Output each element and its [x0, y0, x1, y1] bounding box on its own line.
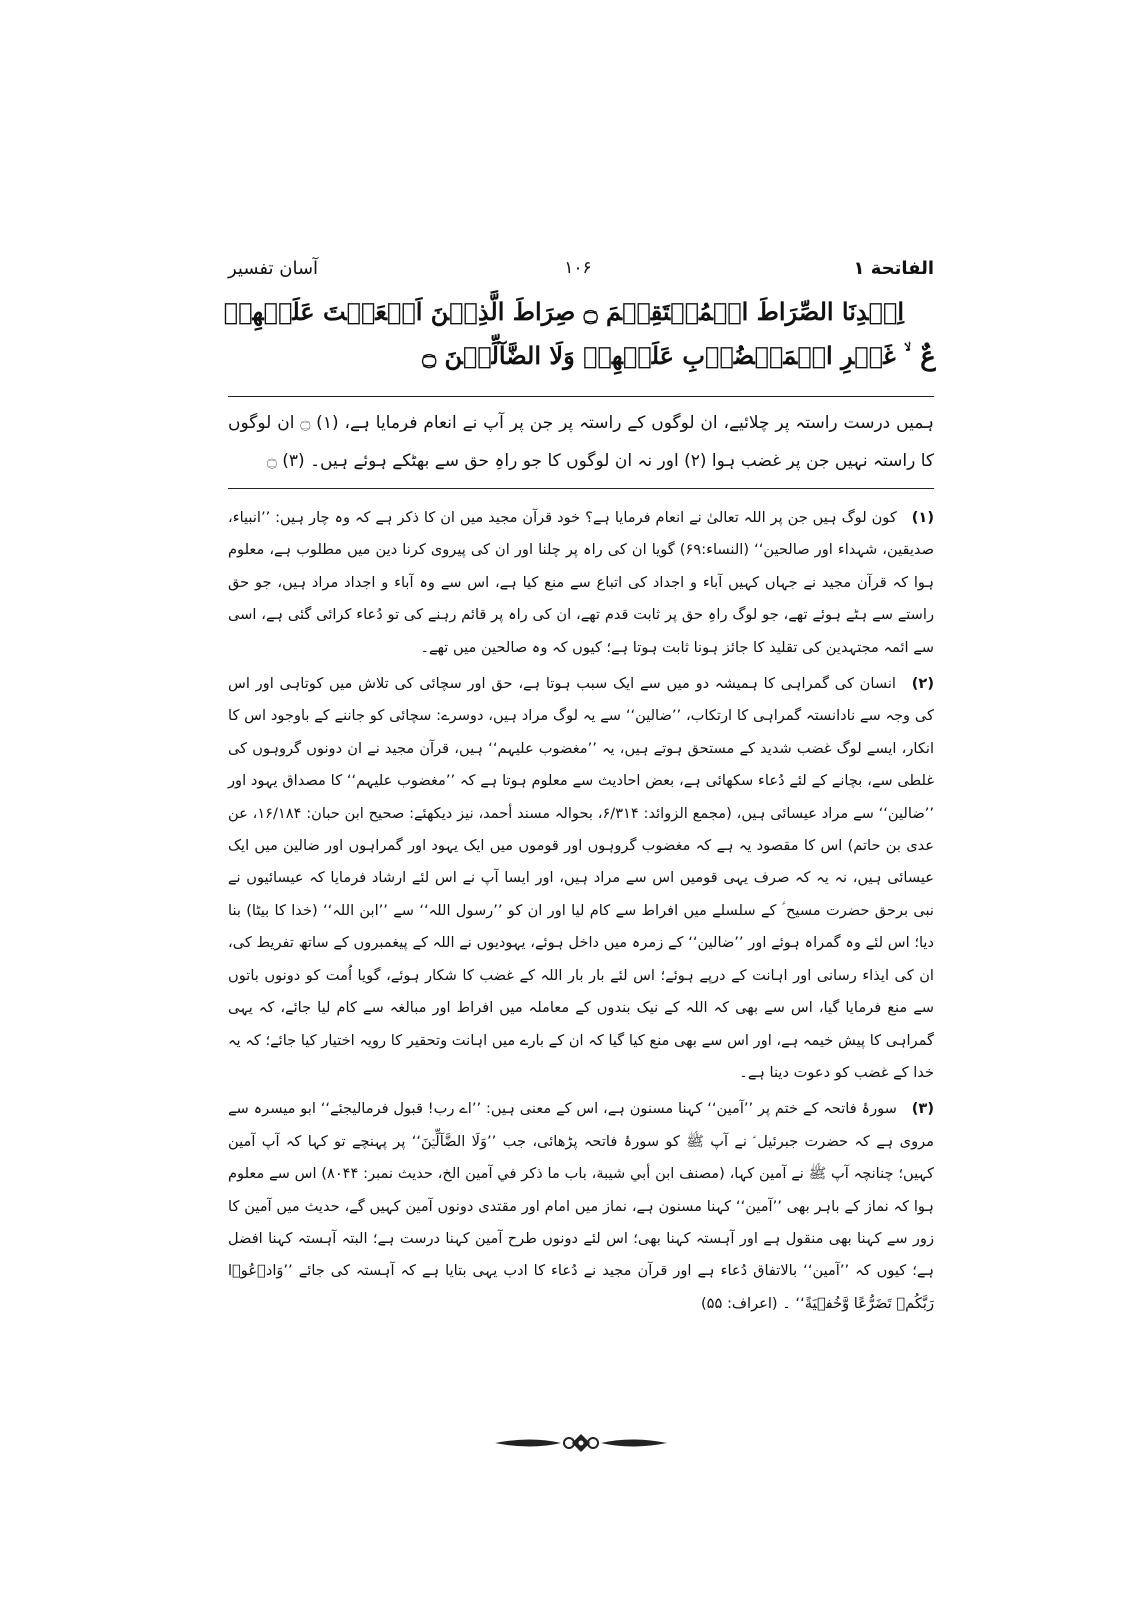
commentary-notes: [228, 502, 934, 1324]
note-text: سورۂ فاتحہ کے ختم پر ’’آمین‘‘ کہنا مسنون ہے، اس کے معنی ہیں: ’’اے رب! قبول فرمالیجئے‘‘ ابو میسرہ سے مروی ہے کہ حضرت جبرئیل ؑ نے آپ ﷺ کو سورۂ فاتحہ پڑھائی، جب ’’وَلَا الضَّآلِّيۡنَ‘‘ پر پہنچے تو کہا کہ آپ آمین کہیں؛ چنانچہ آپ ﷺ نے آمین کہا، (مصنف ابن أبي شیبة، باب ما ذکر في آمین الخ، حدیث نمبر: ۸۰۴۴) اس سے معلوم ہوا کہ نماز کے باہر بھی ’’آمین‘‘ کہنا مسنون ہے، نماز میں امام اور مقتدی دونوں آمین کہیں گے، حدیث میں آمین کا زور سے کہنا بھی منقول ہے اور آہستہ کہنا بھی؛ اس لئے دونوں طرح آمین کہنا درست ہے؛ البتہ آہستہ کہنا افضل ہے؛ کیوں کہ ’’آمین‘‘ بالاتفاق دُعاء ہے اور قرآن مجید نے دُعاء کا ادب یہی بتایا ہے کہ آہستہ کی جائے ’’وَادۡعُوۡا رَبَّكُمۡ تَضَرُّعًا وَّخُفۡيَةً‘‘ ۔ (اعراف: ۵۵): [228, 1100, 934, 1312]
note-number: (۱): [911, 509, 935, 526]
divider-line: [228, 488, 934, 489]
surah-name: الفاتحة ۱: [853, 258, 934, 279]
divider-line: [228, 396, 934, 397]
note-3: [228, 1093, 934, 1320]
book-title: آسان تفسیر: [228, 258, 319, 279]
ruku-mark: عٌ: [920, 342, 936, 372]
page-number: ۱۰۶: [564, 258, 592, 278]
ayah-block: [212, 290, 952, 390]
ayah-text: اِهۡدِنَا الصِّرَاطَ الۡمُسۡتَقِيۡمَ ۝ صِرَاطَ الَّذِيۡنَ اَنۡعَمۡتَ عَلَيۡهِمۡ ۙ غَيۡرِ الۡمَغۡضُوۡبِ عَلَيۡهِمۡ وَلَا الضَّآلِّيۡنَ ۝: [223, 297, 904, 370]
note-number: (۳): [911, 1100, 935, 1118]
note-text: کون لوگ ہیں جن پر اللہ تعالیٰ نے انعام فرمایا ہے؟ خود قرآن مجید میں ان کا ذکر ہے کہ وہ چار ہیں: ’’انبیاء، صدیقین، شہداء اور صالحین‘‘ (النساء:۶۹) گویا ان کی راہ پر چلنا اور ان کی پیروی کرنا دین میں مطلوب ہے، معلوم ہوا کہ قرآن مجید نے جہاں کہیں آباء و اجداد کی اتباع سے منع کیا ہے، اس سے وہ آباء و اجداد مراد ہیں، جو حق راستے سے ہٹے ہوئے تھے، جو لوگ راہِ حق پر ثابت قدم تھے، ان کی راہ پر قائم رہنے کی تو دُعاء کرائی گئی ہے، اسی سے ائمہ مجتہدین کی تقلید کا جائز ہونا ثابت ہوتا ہے؛ کیوں کہ وہ صالحین میں تھے۔: [228, 509, 934, 656]
floral-divider-icon: [491, 1432, 671, 1454]
note-2: [228, 668, 934, 1089]
note-text: انسان کی گمراہی کا ہمیشہ دو میں سے ایک سبب ہوتا ہے، حق اور سچائی کی تلاش میں کوتاہی اور اس کی وجہ سے نادانستہ گمراہی کا ارتکاب، ’’ضالین‘‘ سے یہ لوگ مراد ہیں، دوسرے: سچائی کو جاننے کے باوجود اس کا انکار، ایسے لوگ غضب شدید کے مستحق ہوتے ہیں، یہ ’’مغضوب علیہم‘‘ ہیں، قرآن مجید نے ان دونوں گروہوں کی غلطی سے، بچانے کے لئے دُعاء سکھائی ہے، بعض احادیث سے معلوم ہوتا ہے کہ ’’مغضوب علیہم‘‘ کا مصداق یہود اور ’’ضالین‘‘ سے مراد عیسائی ہیں، (مجمع الزوائد: ۶/۳۱۴، بحوالہ مسند أحمد، نیز دیکھئے: صحیح ابن حبان: ۱۶/۱۸۴، عن عدی بن حاتم) اس کا مقصود یہ ہے کہ مغضوب گروہوں اور قوموں میں ایک یہود اور گمراہوں اور ضالین میں ایک عیسائی ہیں، نہ یہ کہ صرف یہی قومیں اس سے مراد ہیں، اور ایسا آپ نے اس لئے ارشاد فرمایا کہ عیسائیوں نے نبی برحق حضرت مسیح ؑ کے سلسلے میں افراط سے کام لیا اور ان کو ’’رسول اللہ‘‘ سے ’’ابن اللہ‘‘ (خدا کا بیٹا) بنا دیا؛ اس لئے وہ گمراہ ہوئے اور ’’ضالین‘‘ کے زمرہ میں داخل ہوئے، یہودیوں نے اللہ کے پیغمبروں کے ساتھ تفریط کی، ان کی ایذاء رسانی اور اہانت کے درپے ہوئے؛ اس لئے بار بار اللہ کے غضب کا شکار ہوئے، گویا اُمت کو دونوں باتوں سے منع فرمایا گیا، اس سے بھی کہ اللہ کے نیک بندوں کے معاملہ میں افراط اور مبالغہ سے کام لیا جائے، کہ یہی گمراہی کا پیش خیمہ ہے، اور اس سے بھی منع کیا گیا کہ ان کے بارے میں اہانت وتحقیر کا رویہ اختیار کیا جائے؛ کہ یہ خدا کے غضب کو دعوت دینا ہے۔: [228, 675, 934, 1081]
translation-text: ہمیں درست راستہ پر چلائیے، ان لوگوں کے راستہ پر جن پر آپ نے انعام فرمایا ہے، (۱) ۝ ان لوگوں کا راستہ نہیں جن پر غضب ہوا (۲) اور نہ ان لوگوں کا جو راہِ حق سے بھٹکے ہوئے ہیں۔ (۳) ۝: [228, 413, 934, 471]
page-header: [228, 258, 934, 284]
note-1: [228, 502, 934, 664]
note-number: (۲): [911, 675, 935, 693]
